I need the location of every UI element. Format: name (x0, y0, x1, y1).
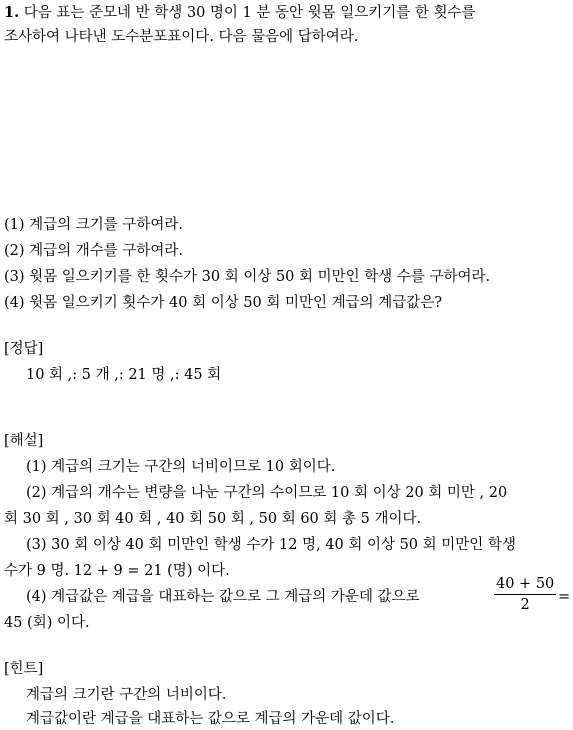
fraction-class-value (494, 575, 556, 614)
hint-line-2: 계급값이란 계급을 대표하는 값으로 계급의 가운데 값이다. (26, 711, 395, 727)
fraction-numerator: 40 + 50 (494, 575, 556, 595)
question-1: (1) 계급의 크기를 구하여라. (4, 217, 184, 233)
fraction-equals-sign: = (558, 589, 571, 605)
question-3: (3) 윗몸 일으키기를 한 횟수가 30 회 이상 50 회 미만인 학생 수를 구하여라. (4, 269, 491, 285)
problem-stem-text-1: 다음 표는 준모네 반 학생 30 명이 1 분 동안 윗몸 일으키기를 한 횟수를 (23, 5, 476, 21)
explanation-line-4: (3) 30 회 이상 40 회 미만인 학생 수가 12 명, 40 회 이상 50 회 미만인 학생 (26, 537, 516, 553)
problem-number: 1. (4, 4, 20, 21)
explanation-line-7: 45 (회) 이다. (4, 615, 90, 631)
explanation-heading: [해설] (4, 433, 44, 449)
answer-text: 10 회 ,: 5 개 ,: 21 명 ,: 45 회 (26, 367, 222, 383)
problem-stem-line-2: 조사하여 나타낸 도수분포표이다. 다음 물음에 답하여라. (4, 29, 359, 45)
explanation-line-2: (2) 계급의 개수는 변량을 나눈 구간의 수이므로 10 회 이상 20 회 미만 , 20 (26, 485, 508, 501)
hint-heading: [힌트] (4, 661, 44, 677)
answer-heading: [정답] (4, 341, 44, 357)
explanation-line-3: 회 30 회 , 30 회 40 회 , 40 회 50 회 , 50 회 60 회 총 5 개이다. (4, 511, 422, 527)
explanation-line-1: (1) 계급의 크기는 구간의 너비이므로 10 회이다. (26, 459, 336, 475)
explanation-line-5: 수가 9 명. 12 + 9 = 21 (명) 이다. (4, 563, 230, 579)
explanation-line-6: (4) 계급값은 계급을 대표하는 값으로 그 계급의 가운데 값으로 (26, 589, 420, 605)
fraction-denominator: 2 (520, 597, 530, 614)
hint-line-1: 계급의 크기란 구간의 너비이다. (26, 687, 227, 703)
question-4: (4) 윗몸 일으키기 횟수가 40 회 이상 50 회 미만인 계급의 계급값은? (4, 295, 443, 311)
problem-stem-line-1 (4, 4, 476, 22)
question-2: (2) 계급의 개수를 구하여라. (4, 243, 184, 259)
